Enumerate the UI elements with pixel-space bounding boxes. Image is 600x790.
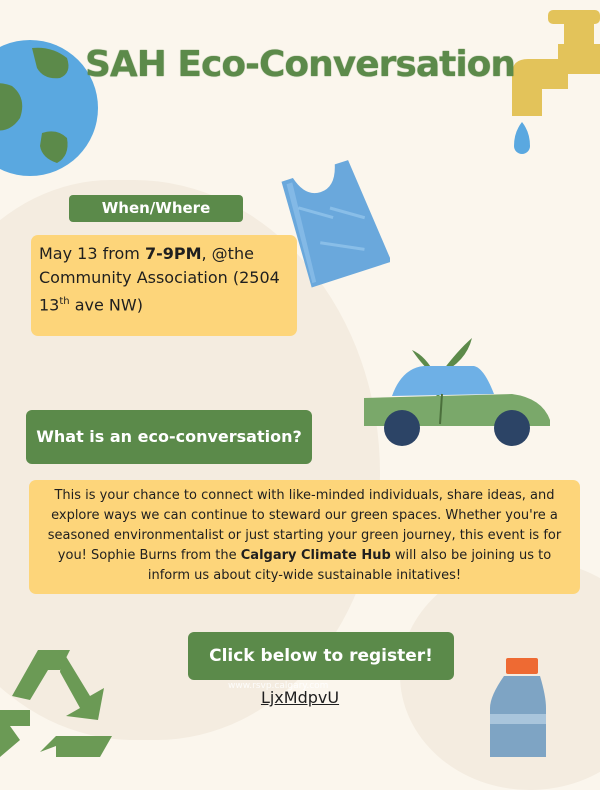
ordinal-suffix: th [59, 296, 70, 307]
calgary-climate-hub: Calgary Climate Hub [240, 548, 391, 563]
description-text: This is your chance to connect with like-minded individuals, share ideas, and explore ways we can continue to steward our green spaces. Whether you're a seasoned environmentalist or just starting your green journey, this event is for you! Sophie Burns from the [47, 488, 562, 563]
register-button[interactable]: Click below to register! [188, 632, 454, 680]
register-link[interactable]: LjxMdpvU [260, 688, 340, 707]
eco-car-icon [362, 328, 554, 450]
when-where-card [31, 235, 297, 336]
page-title: SAH Eco-Conversation [84, 44, 516, 85]
description-text-end: will also be joining us to inform us about city-wide sustainable initatives! [147, 548, 552, 583]
description-card [29, 480, 580, 594]
when-where-label: When/Where [69, 195, 243, 222]
link-watermark: www.rsvp.calgary.com [228, 681, 329, 691]
date-text: May 13 from [39, 244, 145, 263]
what-is-heading: What is an eco-conversation? [26, 410, 312, 464]
location-end-text: ave NW) [69, 295, 143, 315]
location-text: , @the Community Association (2504 13 [39, 244, 280, 315]
time-text: 7-9PM [144, 244, 202, 263]
